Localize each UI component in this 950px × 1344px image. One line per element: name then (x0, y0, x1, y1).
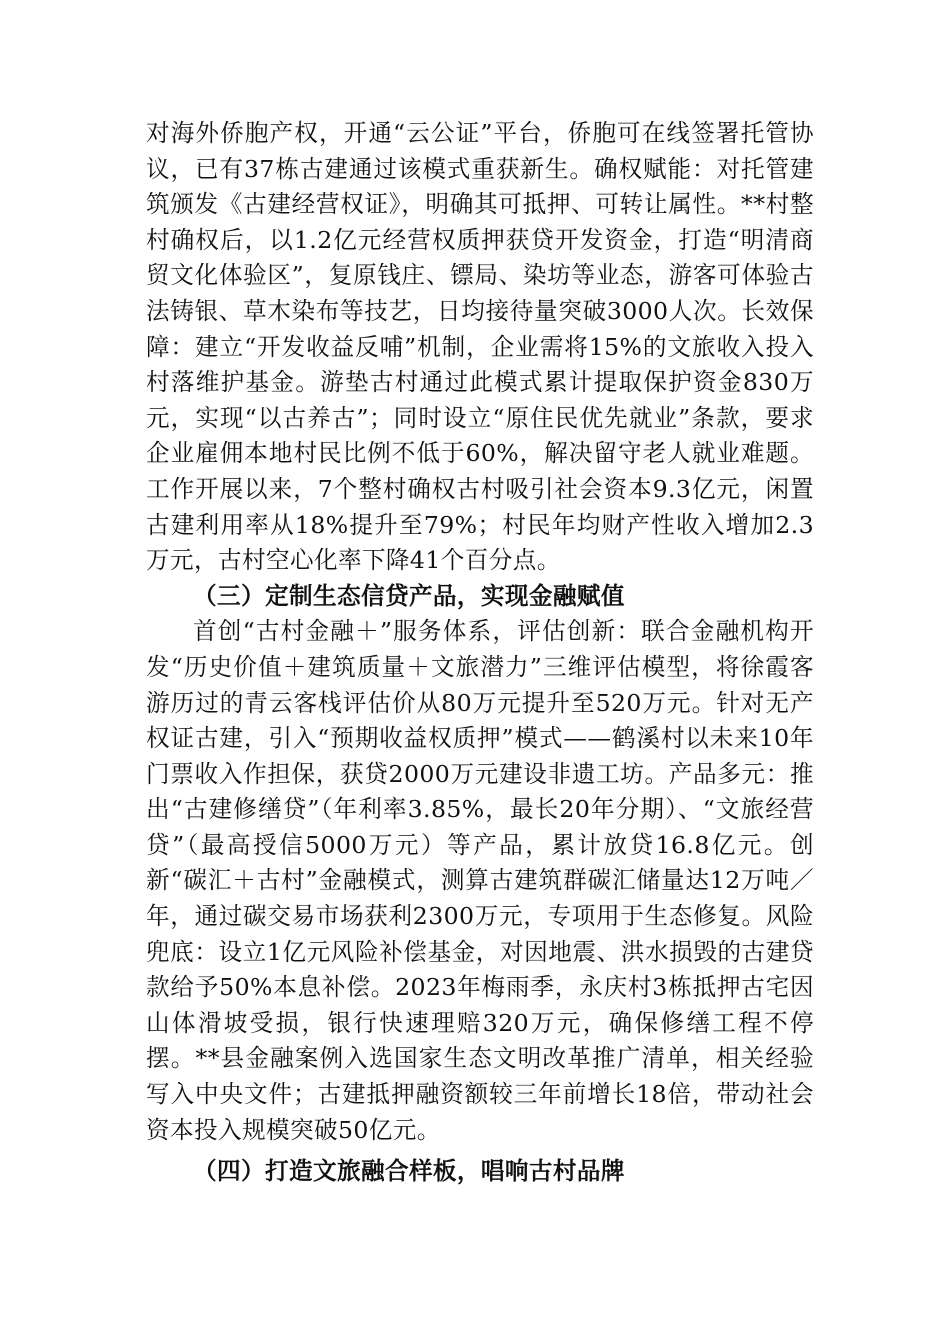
document-body (146, 116, 814, 1190)
body-paragraph-2: 首创“古村金融＋”服务体系，评估创新：联合金融机构开发“历史价值＋建筑质量＋文旅潜力”三维评估模型，将徐霞客游历过的青云客栈评估价从80万元提升至520万元。针对无产权证古建，引入“预期收益权质押”模式——鹤溪村以未来10年门票收入作担保，获贷2000万元建设非遗工坊。产品多元：推出“古建修缮贷”（年利率3.85%，最长20年分期）、“文旅经营贷”（最高授信5000万元）等产品，累计放贷16.8亿元。创新“碳汇＋古村”金融模式，测算古建筑群碳汇储量达12万吨／年，通过碳交易市场获利2300万元，专项用于生态修复。风险兜底：设立1亿元风险补偿基金，对因地震、洪水损毁的古建贷款给予50%本息补偿。2023年梅雨季，永庆村3栋抵押古宅因山体滑坡受损，银行快速理赔320万元，确保修缮工程不停摆。**县金融案例入选国家生态文明改革推广清单，相关经验写入中央文件；古建抵押融资额较三年前增长18倍，带动社会资本投入规模突破50亿元。 (146, 617, 814, 1144)
section-heading-4: （四）打造文旅融合样板，唱响古村品牌 (193, 1157, 625, 1186)
body-paragraph-1: 对海外侨胞产权，开通“云公证”平台，侨胞可在线签署托管协议，已有37栋古建通过该模式重获新生。确权赋能：对托管建筑颁发《古建经营权证》，明确其可抵押、可转让属性。**村整村确权后，以1.2亿元经营权质押获贷开发资金，打造“明清商贸文化体验区”，复原钱庄、镖局、染坊等业态，游客可体验古法铸银、草木染布等技艺，日均接待量突破3000人次。长效保障：建立“开发收益反哺”机制，企业需将15%的文旅收入投入村落维护基金。游垫古村通过此模式累计提取保护资金830万元，实现“以古养古”；同时设立“原住民优先就业”条款，要求企业雇佣本地村民比例不低于60%，解决留守老人就业难题。工作开展以来，7个整村确权古村吸引社会资本9.3亿元，闲置古建利用率从18%提升至79%；村民年均财产性收入增加2.3万元，古村空心化率下降41个百分点。 (146, 119, 814, 575)
section-heading-3: （三）定制生态信贷产品，实现金融赋值 (193, 581, 625, 610)
